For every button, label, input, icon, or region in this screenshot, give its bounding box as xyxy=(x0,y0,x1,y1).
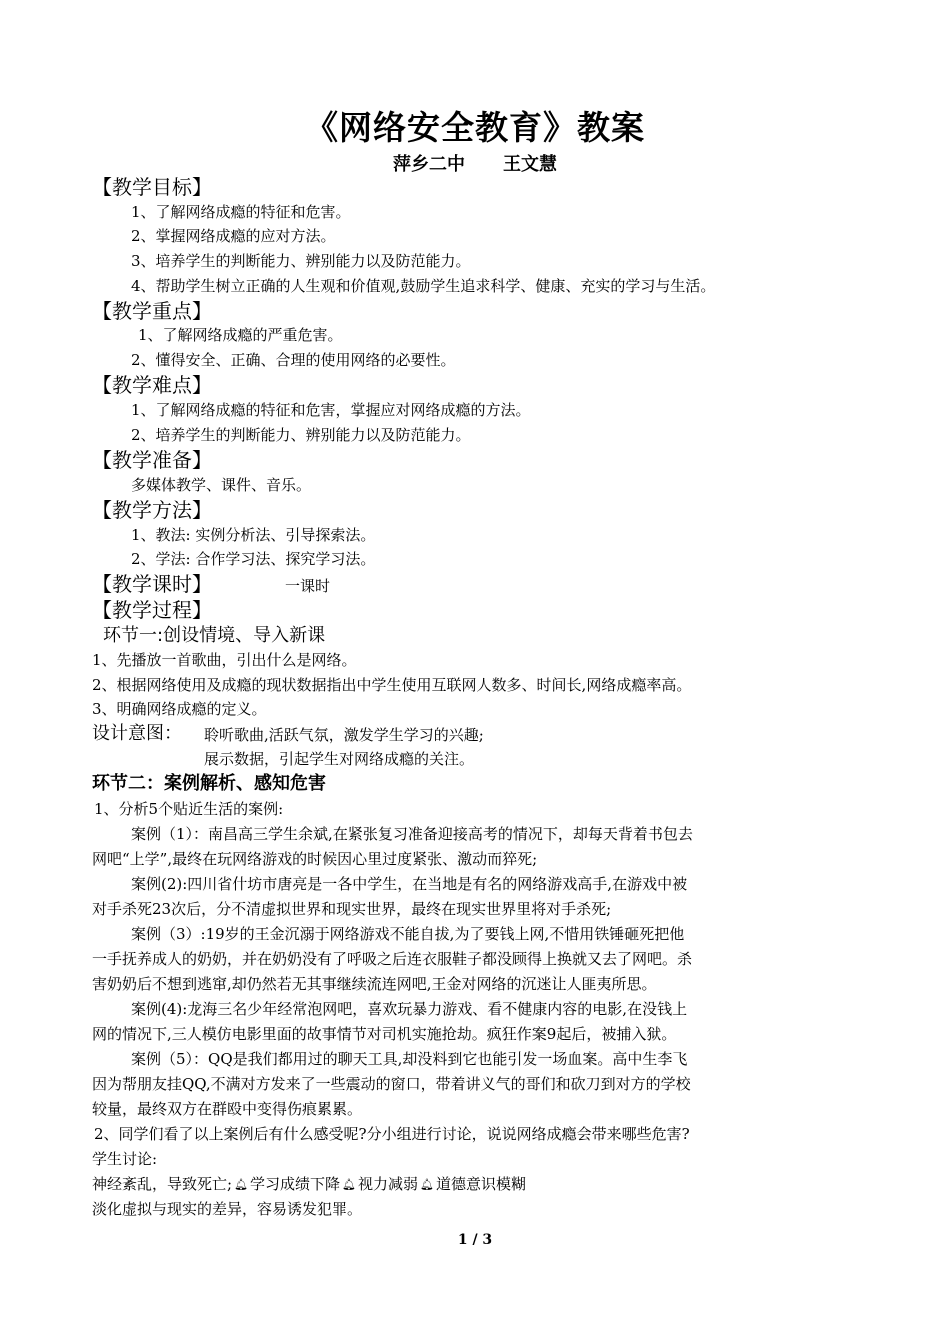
case-line: 案例（5）：QQ是我们都用过的聊天工具,却没料到它也能引发一场血案。高中生李飞 xyxy=(131,1050,688,1068)
goals-heading: 【教学目标】 xyxy=(92,175,212,199)
harm-item: 淡化虚拟与现实的差异，容易诱发犯罪。 xyxy=(92,1200,363,1218)
stage1-item: 3、明确网络成瘾的定义。 xyxy=(92,700,267,718)
goal-item: 4、帮助学生树立正确的人生观和价值观,鼓励学生追求科学、健康、充实的学习与生活。 xyxy=(131,277,716,295)
bell-bullet-icon: 🔔︎ xyxy=(234,1178,249,1191)
case-line: 案例（1）：南昌高三学生余斌,在紧张复习准备迎接高考的情况下，却每天背着书包去 xyxy=(131,825,693,843)
case-line: 较量，最终双方在群殴中变得伤痕累累。 xyxy=(92,1100,363,1118)
case-line: 案例(2):四川省什坊市唐亮是一各中学生，在当地是有名的网络游戏高手,在游戏中被 xyxy=(131,875,688,893)
harm-item: 学习成绩下降 xyxy=(250,1175,341,1193)
case-line: 案例(4):龙海三名少年经常泡网吧，喜欢玩暴力游戏、看不健康内容的电影,在没钱上 xyxy=(131,1000,688,1018)
methods-heading: 【教学方法】 xyxy=(92,498,212,522)
process-heading: 【教学过程】 xyxy=(92,598,212,622)
stage1-item: 1、先播放一首歌曲，引出什么是网络。 xyxy=(92,651,357,669)
goal-item: 1、了解网络成瘾的特征和危害。 xyxy=(131,203,351,221)
case-line: 害奶奶后不想到逃窜,却仍然若无其事继续流连网吧,王金对网络的沉迷让人匪夷所思。 xyxy=(92,975,657,993)
stage2-heading: 环节二：案例解析、感知危害 xyxy=(92,773,326,794)
bell-bullet-icon: 🔔︎ xyxy=(342,1178,357,1191)
intent-line: 聆听歌曲,活跃气氛，激发学生学习的兴趣; xyxy=(204,726,484,744)
focus-heading: 【教学重点】 xyxy=(92,299,212,323)
case-line: 一手抚养成人的奶奶，并在奶奶没有了呼吸之后连衣服鞋子都没顾得上换就又去了网吧。杀 xyxy=(92,950,693,968)
document-title: 《网络安全教育》教案 xyxy=(305,108,645,147)
difficulty-heading: 【教学难点】 xyxy=(92,373,212,397)
focus-item: 2、懂得安全、正确、合理的使用网络的必要性。 xyxy=(131,351,456,369)
preparation-heading: 【教学准备】 xyxy=(92,448,212,472)
preparation-item: 多媒体教学、课件、音乐。 xyxy=(131,476,312,494)
hours-value: 一课时 xyxy=(285,577,331,595)
author-name: 王文慧 xyxy=(503,154,557,175)
case-line: 网吧“上学”,最终在玩网络游戏的时候因心里过度紧张、激动而猝死; xyxy=(92,850,538,868)
stage2-intro: 1、分析5个贴近生活的案例: xyxy=(94,800,284,818)
author-school: 萍乡二中 xyxy=(393,154,465,175)
methods-item: 2、学法: 合作学习法、探究学习法。 xyxy=(131,550,376,568)
goal-item: 3、培养学生的判断能力、辨别能力以及防范能力。 xyxy=(131,252,471,270)
focus-item: 1、了解网络成瘾的严重危害。 xyxy=(138,326,343,344)
difficulty-item: 2、培养学生的判断能力、辨别能力以及防范能力。 xyxy=(131,426,471,444)
harm-list xyxy=(92,1173,526,1196)
question-2: 2、同学们看了以上案例后有什么感受呢?分小组进行讨论，说说网络成瘾会带来哪些危害? xyxy=(94,1125,690,1143)
difficulty-item: 1、了解网络成瘾的特征和危害，掌握应对网络成瘾的方法。 xyxy=(131,401,531,419)
bell-bullet-icon: 🔔︎ xyxy=(420,1178,434,1191)
intent-line: 展示数据，引起学生对网络成瘾的关注。 xyxy=(204,750,475,768)
methods-item: 1、教法: 实例分析法、引导探索法。 xyxy=(131,526,376,544)
hours-heading: 【教学课时】 xyxy=(92,572,212,596)
case-line: 因为帮朋友挂QQ,不满对方发来了一些震动的窗口，带着讲义气的哥们和砍刀到对方的学校 xyxy=(92,1075,691,1093)
stage1-item: 2、根据网络使用及成瘾的现状数据指出中学生使用互联网人数多、时间长,网络成瘾率高。 xyxy=(92,676,692,694)
case-line: 对手杀死23次后，分不清虚拟世界和现实世界，最终在现实世界里将对手杀死; xyxy=(92,900,612,918)
intent-label: 设计意图： xyxy=(92,723,182,744)
page-number: 1 / 3 xyxy=(457,1232,493,1248)
case-line: 网的情况下,三人模仿电影里面的故事情节对司机实施抢劫。疯狂作案9起后，被捕入狱。 xyxy=(92,1025,677,1043)
harm-item: 神经紊乱，导致死亡; xyxy=(92,1175,233,1193)
case-line: 案例（3）:19岁的王金沉溺于网络游戏不能自拔,为了要钱上网,不惜用铁锤砸死把他 xyxy=(131,925,685,943)
discuss-label: 学生讨论: xyxy=(92,1150,158,1168)
harm-item: 道德意识模糊 xyxy=(436,1175,527,1193)
author-line xyxy=(0,150,950,176)
harm-item: 视力减弱 xyxy=(358,1175,419,1193)
stage1-heading: 环节一:创设情境、导入新课 xyxy=(103,625,326,646)
goal-item: 2、掌握网络成瘾的应对方法。 xyxy=(131,227,336,245)
